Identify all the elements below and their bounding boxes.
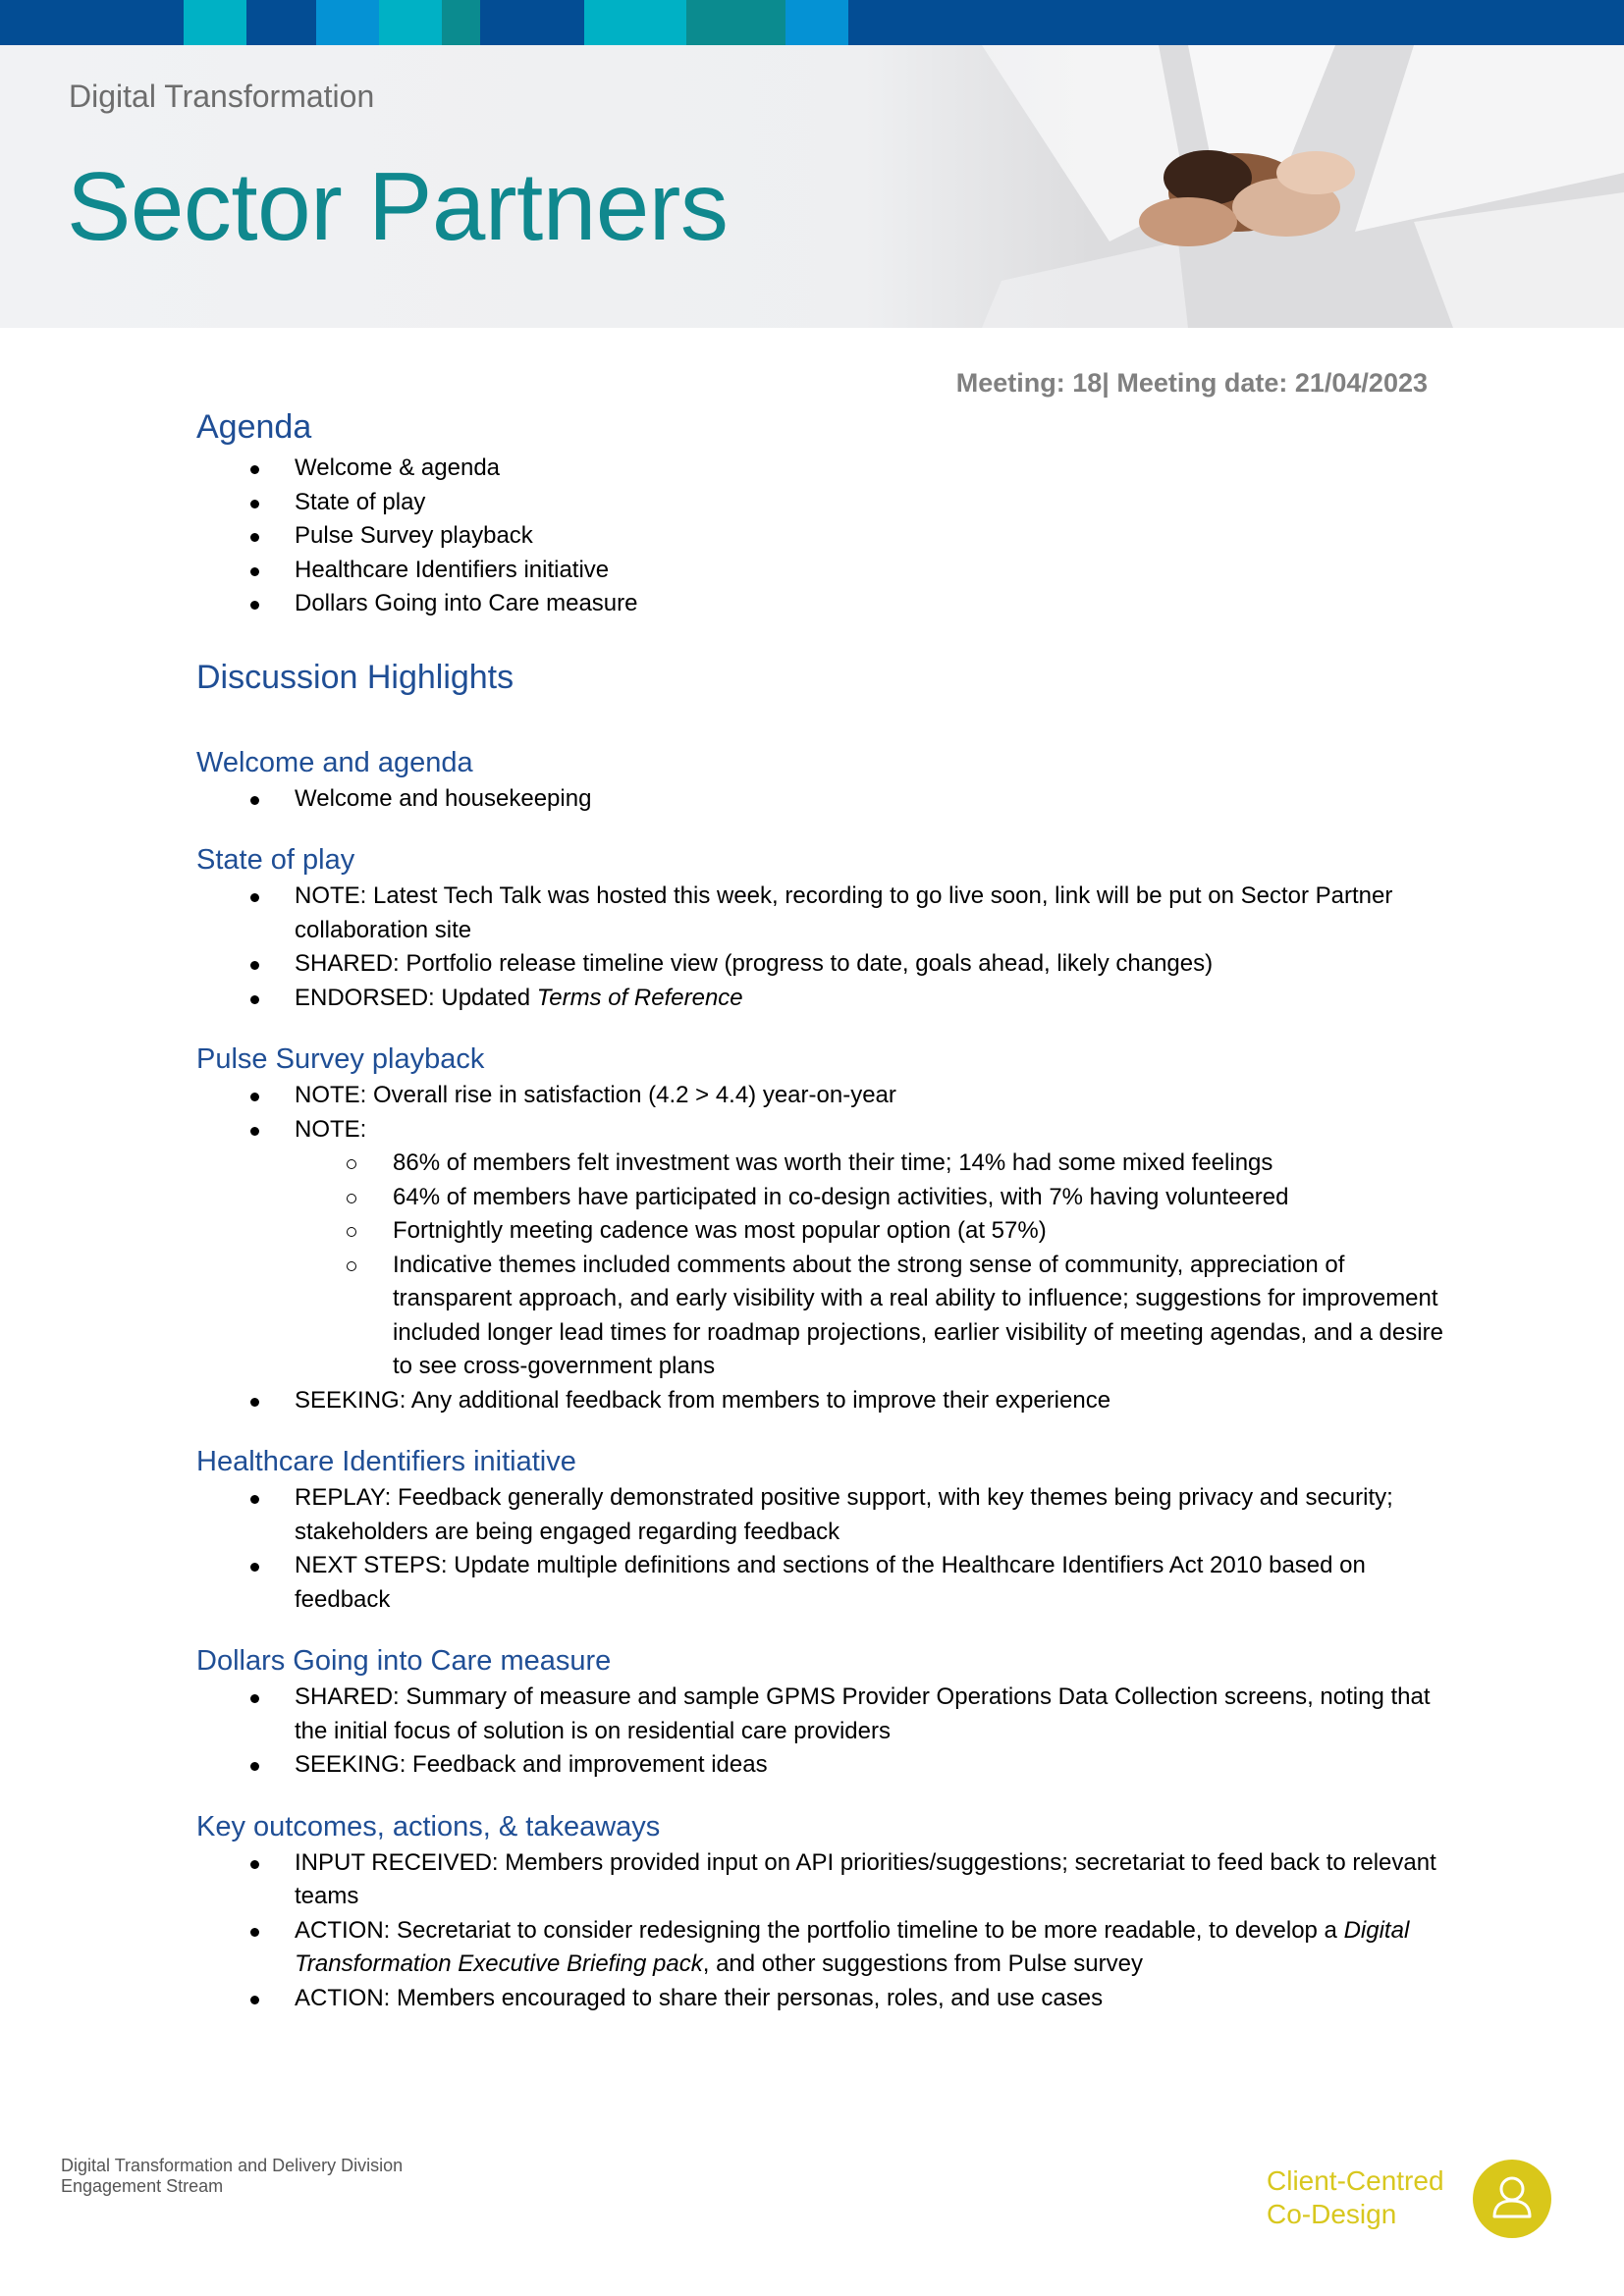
stripe-segment bbox=[184, 0, 246, 45]
list-item: Pulse Survey playback bbox=[196, 519, 1443, 554]
list-item: SEEKING: Any additional feedback from members to improve their experience bbox=[196, 1384, 1443, 1418]
welcome-list bbox=[196, 782, 1443, 817]
stripe-segment bbox=[848, 0, 898, 45]
bullet-icon bbox=[250, 500, 259, 508]
dollars-going-into-care-list bbox=[196, 1681, 1443, 1783]
list-item: Welcome & agenda bbox=[196, 452, 1443, 486]
bullet-icon bbox=[250, 533, 259, 542]
list-item: ENDORSED: Updated Terms of Reference bbox=[196, 982, 1443, 1016]
key-outcomes-heading: Key outcomes, actions, & takeaways bbox=[196, 1810, 661, 1842]
stripe-segment bbox=[316, 0, 379, 45]
circle-bullet-icon bbox=[347, 1227, 356, 1237]
stripe-segment bbox=[0, 0, 122, 45]
meeting-info: Meeting: 18| Meeting date: 21/04/2023 bbox=[955, 368, 1428, 398]
sub-list-item: 86% of members felt investment was worth their time; 14% had some mixed feelings bbox=[295, 1147, 1443, 1181]
list-item: State of play bbox=[196, 486, 1443, 520]
list-item: NEXT STEPS: Update multiple definitions and sections of the Healthcare Identifiers Act 2010 based on feedback bbox=[196, 1549, 1443, 1617]
footer-division-line1: Digital Transformation and Delivery Division bbox=[61, 2156, 404, 2175]
circle-bullet-icon bbox=[347, 1194, 356, 1203]
stripe-segment bbox=[544, 0, 583, 45]
state-of-play-list bbox=[196, 880, 1443, 1015]
footer-tagline-line2: Co-Design bbox=[1267, 2199, 1397, 2229]
stripe-segment bbox=[480, 0, 545, 45]
list-item: NOTE: Latest Tech Talk was hosted this week, recording to go live soon, link will be put on Sector Partner collaboration site bbox=[196, 880, 1443, 947]
bullet-icon bbox=[250, 1563, 259, 1572]
footer-division bbox=[61, 2156, 403, 2197]
discussion-heading: Discussion Highlights bbox=[196, 658, 514, 696]
agenda-list bbox=[196, 452, 1443, 621]
healthcare-identifiers-heading: Healthcare Identifiers initiative bbox=[196, 1446, 576, 1477]
list-item: REPLAY: Feedback generally demonstrated positive support, with key themes being privacy and security; stakeholders are being engaged regarding feedback bbox=[196, 1481, 1443, 1549]
footer-tagline bbox=[1267, 2164, 1444, 2231]
bullet-icon bbox=[250, 796, 259, 805]
bullet-icon bbox=[250, 1860, 259, 1869]
list-item: Dollars Going into Care measure bbox=[196, 587, 1443, 621]
bullet-icon bbox=[250, 1398, 259, 1407]
bullet-icon bbox=[250, 1694, 259, 1703]
stripe-segment bbox=[246, 0, 316, 45]
bullet-icon bbox=[250, 995, 259, 1004]
bullet-icon bbox=[250, 601, 259, 610]
bullet-icon bbox=[250, 1928, 259, 1937]
pulse-survey-list bbox=[196, 1079, 1443, 1417]
bullet-icon bbox=[250, 1762, 259, 1771]
client-centred-badge bbox=[1473, 2160, 1551, 2238]
list-item: SHARED: Portfolio release timeline view (progress to date, goals ahead, likely changes) bbox=[196, 947, 1443, 982]
welcome-heading: Welcome and agenda bbox=[196, 746, 473, 778]
circle-bullet-icon bbox=[347, 1159, 356, 1169]
agenda-heading: Agenda bbox=[196, 408, 312, 446]
page-title: Sector Partners bbox=[67, 152, 729, 260]
stripe-segment bbox=[785, 0, 849, 45]
document-body bbox=[196, 402, 1443, 2015]
bullet-icon bbox=[250, 465, 259, 474]
header-eyebrow: Digital Transformation bbox=[69, 79, 375, 114]
healthcare-identifiers-list bbox=[196, 1481, 1443, 1617]
list-item: Welcome and housekeeping bbox=[196, 782, 1443, 817]
list-item: ACTION: Secretariat to consider redesigning the portfolio timeline to be more readable, to develop a Digital Transformation Executive Briefing pack, and other suggestions from Pulse survey bbox=[196, 1914, 1443, 1982]
list-item: NOTE: 86% of members felt investment was worth their time; 14% had some mixed feelings 64% of members have participated in co-design activities, with 7% having volunteered Fortnightly meeting cadence was most popular option (at 57%) Indicative themes included comments about the strong sense of community, appreciation of transparent approach, and early visibility with a real ability to influence; suggestions for improvement included longer lead times for roadmap projections, earlier visibility of meeting agendas, and a desire to see cross-government plans bbox=[196, 1113, 1443, 1384]
sub-list-item: Fortnightly meeting cadence was most popular option (at 57%) bbox=[295, 1214, 1443, 1249]
stripe-segment bbox=[686, 0, 726, 45]
stripe-segment bbox=[584, 0, 687, 45]
bullet-icon bbox=[250, 1495, 259, 1504]
bullet-icon bbox=[250, 1127, 259, 1136]
list-item: INPUT RECEIVED: Members provided input on API priorities/suggestions; secretariat to feed back to relevant teams bbox=[196, 1846, 1443, 1914]
footer-tagline-line1: Client-Centred bbox=[1267, 2165, 1444, 2196]
stripe-segment bbox=[442, 0, 480, 45]
list-item: ACTION: Members encouraged to share their personas, roles, and use cases bbox=[196, 1982, 1443, 2016]
bullet-icon bbox=[250, 1996, 259, 2004]
list-item: SHARED: Summary of measure and sample GPMS Provider Operations Data Collection screens, noting that the initial focus of solution is on residential care providers bbox=[196, 1681, 1443, 1748]
stripe-segment bbox=[726, 0, 785, 45]
bullet-icon bbox=[250, 1093, 259, 1101]
header-banner bbox=[0, 45, 1624, 328]
person-icon bbox=[1473, 2160, 1551, 2238]
bullet-icon bbox=[250, 893, 259, 902]
stripe-segment bbox=[122, 0, 184, 45]
sub-list-item: 64% of members have participated in co-design activities, with 7% having volunteered bbox=[295, 1181, 1443, 1215]
pulse-sublist bbox=[295, 1147, 1443, 1384]
list-item: SEEKING: Feedback and improvement ideas bbox=[196, 1748, 1443, 1783]
pulse-survey-heading: Pulse Survey playback bbox=[196, 1043, 485, 1075]
circle-bullet-icon bbox=[347, 1261, 356, 1271]
key-outcomes-list bbox=[196, 1846, 1443, 2016]
sub-list-item: Indicative themes included comments about the strong sense of community, appreciation of transparent approach, and early visibility with a real ability to influence; suggestions for improvement included longer lead times for roadmap projections, earlier visibility of meeting agendas, and a desire to see cross-government plans bbox=[295, 1249, 1443, 1384]
stripe-segment bbox=[898, 0, 1624, 45]
bullet-icon bbox=[250, 567, 259, 576]
footer-division-line2: Engagement Stream bbox=[61, 2176, 224, 2196]
list-item: Healthcare Identifiers initiative bbox=[196, 554, 1443, 588]
state-of-play-heading: State of play bbox=[196, 844, 355, 876]
hands-together-image bbox=[864, 45, 1624, 328]
bullet-icon bbox=[250, 961, 259, 970]
list-item: NOTE: Overall rise in satisfaction (4.2 > 4.4) year-on-year bbox=[196, 1079, 1443, 1113]
stripe-segment bbox=[379, 0, 442, 45]
header-color-stripe bbox=[0, 0, 1624, 45]
dollars-going-into-care-heading: Dollars Going into Care measure bbox=[196, 1645, 612, 1677]
